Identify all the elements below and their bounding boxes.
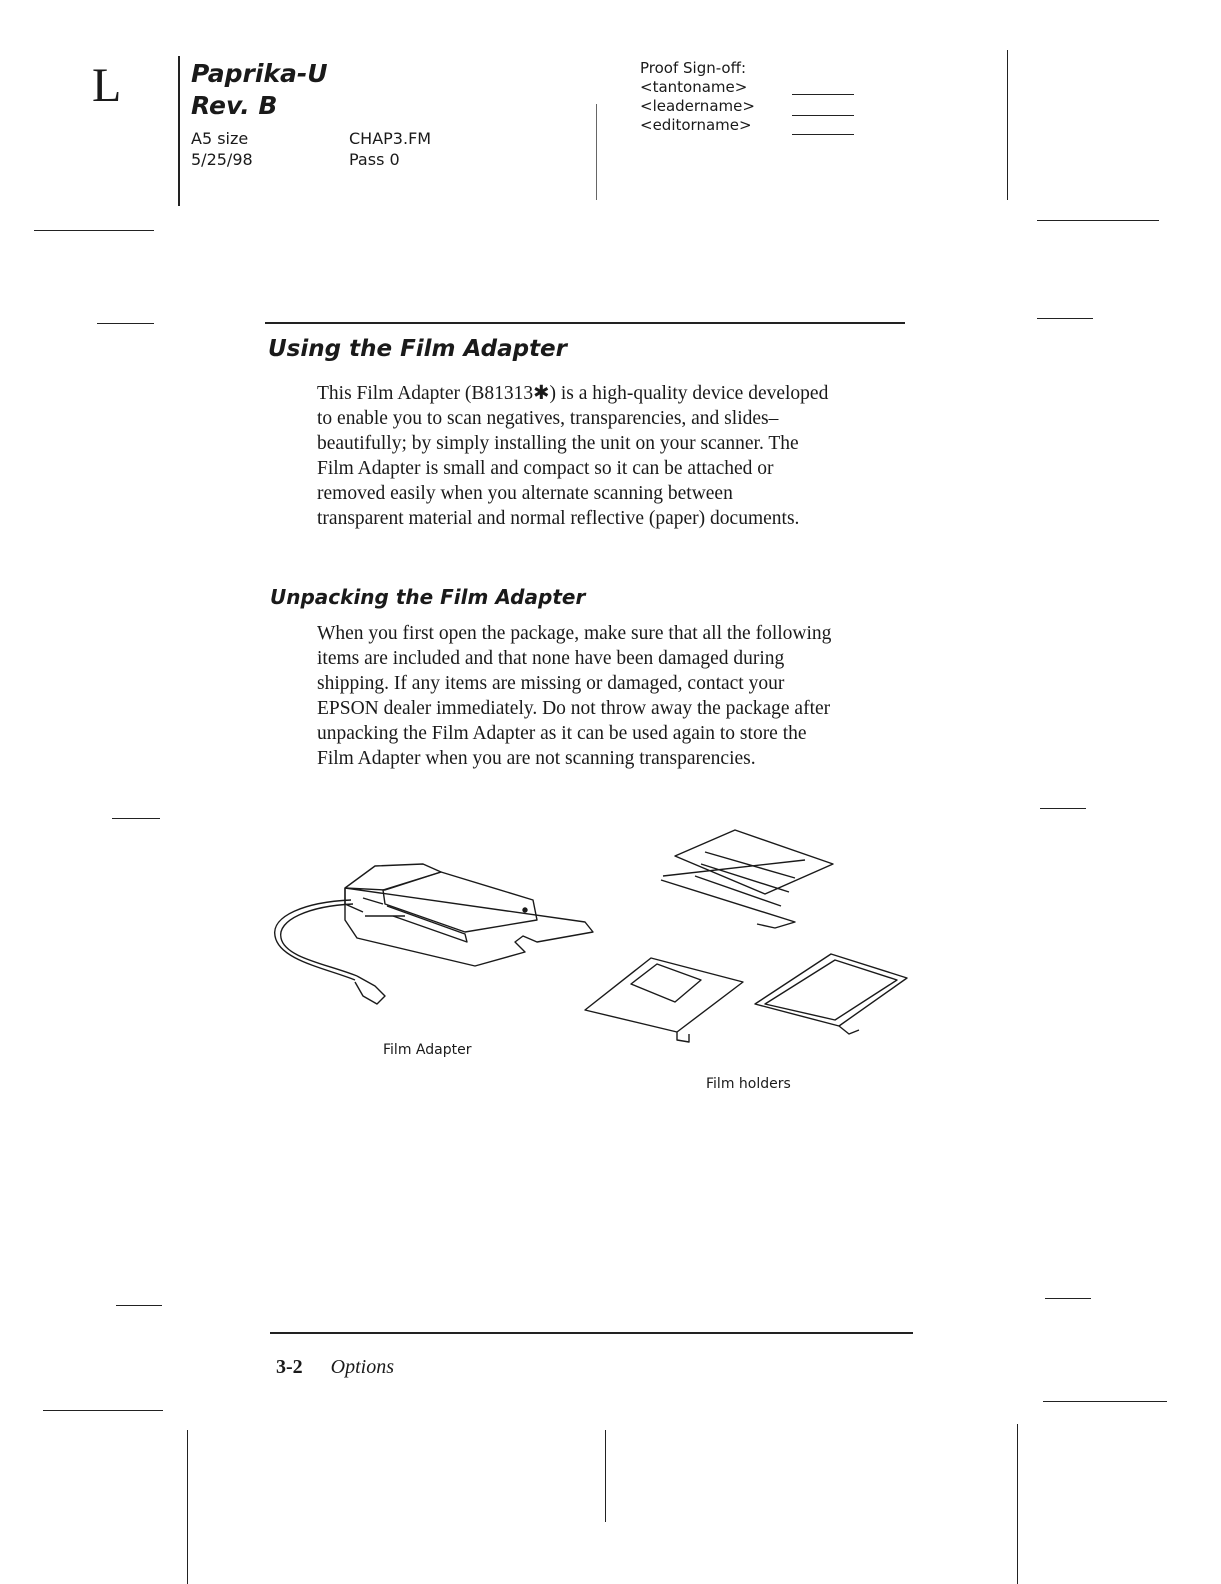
signoff-line-1 bbox=[792, 94, 854, 95]
adapter-base-plate bbox=[345, 888, 593, 966]
section-paragraph bbox=[317, 381, 917, 531]
crop-mark bbox=[1037, 220, 1159, 221]
crop-mark bbox=[112, 818, 160, 819]
adapter-indicator bbox=[523, 908, 527, 912]
subsection-paragraph bbox=[317, 621, 917, 771]
paragraph-line: EPSON dealer immediately. Do not throw away the package after bbox=[317, 698, 831, 719]
subsection-heading: Unpacking the Film Adapter bbox=[270, 585, 586, 609]
doc-meta-left bbox=[191, 128, 253, 170]
paragraph-line: to enable you to scan negatives, transparencies, and slides– bbox=[317, 408, 779, 429]
product-name: Paprika-U bbox=[191, 59, 328, 88]
adapter-lid-edge bbox=[387, 906, 467, 942]
crop-mark bbox=[1017, 1424, 1018, 1584]
proof-name-3: <editorname> bbox=[640, 116, 752, 134]
paragraph-line: items are included and that none have been damaged during bbox=[317, 648, 785, 669]
paragraph-line: Film Adapter is small and compact so it can be attached or bbox=[317, 458, 774, 479]
corner-letter: L bbox=[92, 59, 122, 112]
page-number: 3-2 bbox=[276, 1356, 303, 1378]
caption-film-holders: Film holders bbox=[706, 1076, 791, 1092]
adapter-connector bbox=[355, 976, 385, 1004]
proof-signoff bbox=[640, 59, 755, 135]
paragraph-line: transparent material and normal reflective (paper) documents. bbox=[317, 508, 800, 529]
crop-mark bbox=[605, 1430, 606, 1522]
signoff-line-3 bbox=[792, 134, 854, 135]
doc-file: CHAP3.FM bbox=[349, 129, 432, 148]
proof-name-1: <tantoname> bbox=[640, 78, 748, 96]
revision-label: Rev. B bbox=[191, 91, 278, 120]
paragraph-line: shipping. If any items are missing or damaged, contact your bbox=[317, 673, 785, 694]
doc-pass: Pass 0 bbox=[349, 150, 400, 169]
crop-mark bbox=[34, 230, 154, 231]
doc-meta-right bbox=[349, 128, 431, 170]
proof-title: Proof Sign-off: bbox=[640, 59, 746, 77]
paragraph-line: Film Adapter when you are not scanning transparencies. bbox=[317, 748, 756, 769]
page-footer bbox=[276, 1356, 394, 1379]
crop-mark bbox=[1037, 318, 1093, 319]
crop-mark bbox=[97, 323, 154, 324]
doc-date: 5/25/98 bbox=[191, 150, 253, 169]
section-rule bbox=[265, 322, 905, 324]
header-divider-middle bbox=[596, 104, 597, 200]
crop-mark bbox=[116, 1305, 162, 1306]
film-adapter-illustration bbox=[265, 820, 925, 1060]
doc-size: A5 size bbox=[191, 129, 249, 148]
signoff-line-2 bbox=[792, 115, 854, 116]
film-holder-square bbox=[585, 958, 743, 1042]
paragraph-line: When you first open the package, make sure that all the following bbox=[317, 623, 832, 644]
proof-name-2: <leadername> bbox=[640, 97, 755, 115]
section-heading: Using the Film Adapter bbox=[268, 336, 567, 362]
crop-mark bbox=[187, 1430, 188, 1584]
crop-mark bbox=[43, 1410, 163, 1411]
paragraph-line: unpacking the Film Adapter as it can be used again to store the bbox=[317, 723, 807, 744]
adapter-lid bbox=[383, 872, 537, 932]
chapter-name: Options bbox=[330, 1356, 395, 1378]
doc-title-block bbox=[191, 58, 328, 122]
header-divider-right bbox=[1007, 50, 1008, 200]
header-divider-left bbox=[178, 56, 180, 206]
footer-rule bbox=[270, 1332, 913, 1334]
caption-film-adapter: Film Adapter bbox=[383, 1042, 472, 1058]
paragraph-line: removed easily when you alternate scanning between bbox=[317, 483, 733, 504]
paragraph-line: This Film Adapter (B81313✱) is a high-quality device developed bbox=[317, 383, 829, 404]
crop-mark bbox=[1045, 1298, 1091, 1299]
paragraph-line: beautifully; by simply installing the unit on your scanner. The bbox=[317, 433, 799, 454]
adapter-cable bbox=[275, 900, 355, 980]
film-holder-strip-slots bbox=[695, 852, 795, 906]
crop-mark bbox=[1043, 1401, 1167, 1402]
film-holder-sheet bbox=[755, 954, 907, 1034]
crop-mark bbox=[1040, 808, 1086, 809]
